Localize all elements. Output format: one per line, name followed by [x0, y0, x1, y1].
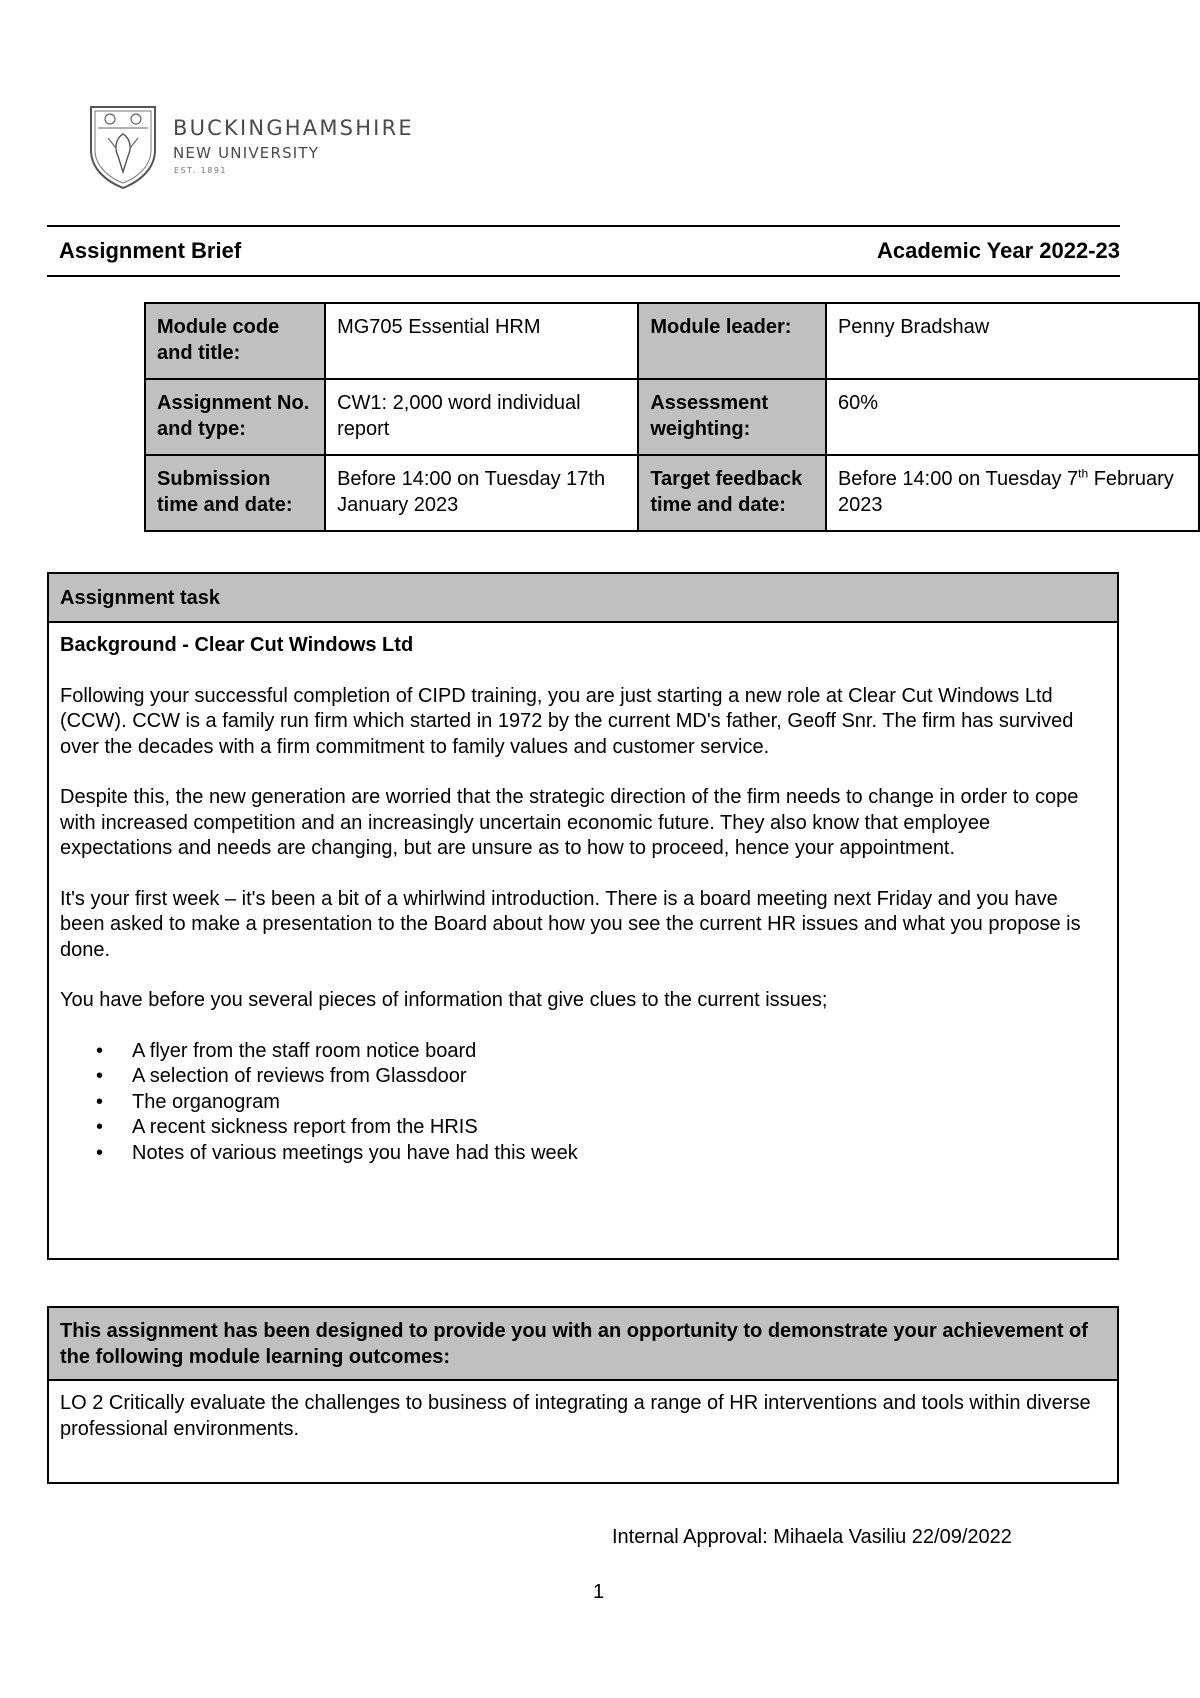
table-row — [145, 455, 1199, 531]
background-title: Background - Clear Cut Windows Ltd — [60, 634, 414, 656]
assignment-type-label: Assignment No. and type: — [145, 379, 325, 455]
module-code-label: Module code and title: — [145, 303, 325, 379]
submission-date-value: Before 14:00 on Tuesday 17th January 2023 — [325, 455, 638, 531]
list-item: • Notes of various meetings you have had this week — [132, 1141, 1106, 1167]
logo-name: BUCKINGHAMSHIRE — [173, 116, 414, 140]
learning-outcomes-box — [47, 1306, 1119, 1484]
list-item: • A selection of reviews from Glassdoor — [132, 1064, 1106, 1090]
task-paragraph: It's your first week – it's been a bit of a whirlwind introduction. There is a board meeting next Friday and you have been asked to make a presentation to the Board about how you see the current HR issues and what you propose is done. — [60, 887, 1081, 961]
table-row — [145, 303, 1199, 379]
page-number: 1 — [593, 1581, 605, 1603]
task-paragraph: You have before you several pieces of information that give clues to the current issues; — [60, 989, 828, 1011]
table-row — [145, 379, 1199, 455]
clue-list — [60, 1039, 1106, 1167]
university-logo — [88, 104, 418, 192]
logo-established: EST. 1891 — [174, 166, 228, 175]
internal-approval: Internal Approval: Mihaela Vasiliu 22/09/2022 — [612, 1526, 1012, 1548]
feedback-date-label: Target feedback time and date: — [638, 455, 826, 531]
academic-year: Academic Year 2022-23 — [877, 238, 1120, 263]
learning-outcomes-text: LO 2 Critically evaluate the challenges to business of integrating a range of HR interventions and tools within diverse professional environments. — [60, 1392, 1091, 1440]
logo-subtitle: NEW UNIVERSITY — [173, 144, 320, 162]
assignment-type-value: CW1: 2,000 word individual report — [325, 379, 638, 455]
document-title: Assignment Brief — [59, 238, 242, 263]
list-item: • The organogram — [132, 1090, 1106, 1116]
assignment-task-box — [47, 572, 1119, 1260]
feedback-date-value: Before 14:00 on Tuesday 7th February 2023 — [826, 455, 1199, 531]
list-item: • A flyer from the staff room notice board — [132, 1039, 1106, 1065]
assessment-weighting-label: Assessment weighting: — [638, 379, 826, 455]
assignment-info-table — [144, 302, 1200, 532]
task-paragraph: Despite this, the new generation are worried that the strategic direction of the firm needs to change in order to cope with increased competition and an increasingly uncertain economic future. They also know that employee expectations and needs are changing, but are unsure as to how to proceed, hence your appointment. — [60, 786, 1079, 859]
submission-date-label: Submission time and date: — [145, 455, 325, 531]
assessment-weighting-value: 60% — [826, 379, 1199, 455]
header-top-rule — [47, 225, 1120, 227]
module-leader-label: Module leader: — [638, 303, 826, 379]
assignment-task-heading: Assignment task — [49, 574, 1117, 623]
header-bottom-rule — [47, 275, 1120, 277]
list-item: • A recent sickness report from the HRIS — [132, 1115, 1106, 1141]
module-leader-value: Penny Bradshaw — [826, 303, 1199, 379]
university-crest-icon — [88, 104, 158, 190]
module-code-value: MG705 Essential HRM — [325, 303, 638, 379]
learning-outcomes-heading: This assignment has been designed to provide you with an opportunity to demonstrate your achievement of the following module learning outcomes: — [49, 1308, 1117, 1381]
task-paragraph: Following your successful completion of CIPD training, you are just starting a new role at Clear Cut Windows Ltd (CCW). CCW is a family run firm which started in 1972 by the current MD's father, Geoff Snr. The firm has survived over the decades with a firm commitment to family values and customer service. — [60, 684, 1074, 758]
assignment-task-body — [49, 623, 1117, 1166]
